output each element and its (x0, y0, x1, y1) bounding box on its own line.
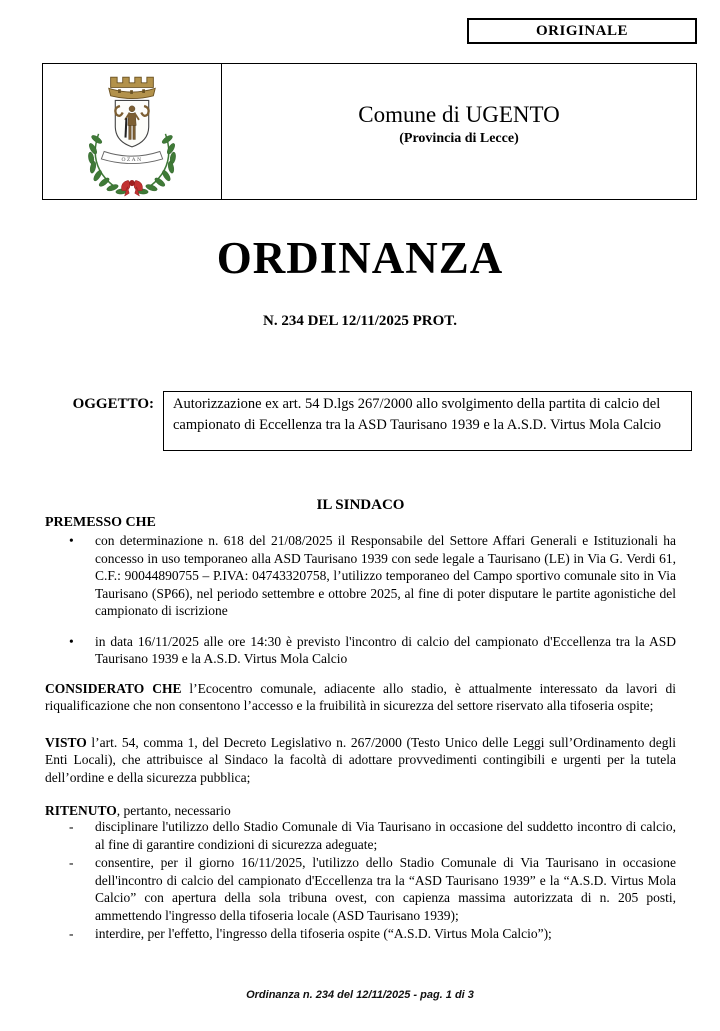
list-item-text: in data 16/11/2025 alle ore 14:30 è previsto l'incontro di calcio del campionato d'Eccellenza tra la ASD Taurisano 1939 e la A.S.D. Virtus Mola Calcio (95, 633, 676, 666)
list-item (45, 854, 676, 924)
considerato-text: l’Ecocentro comunale, adiacente allo stadio, è attualmente interessato da lavori di riqualificazione che non consentono l’accesso e la fruibilità in sicurezza del settore riservato alla tifoseria ospite; (45, 680, 676, 713)
ritenuto-dash-list (45, 818, 676, 943)
dash-marker: - (69, 926, 74, 941)
page-footer: Ordinanza n. 234 del 12/11/2025 - pag. 1 di 3 (246, 989, 474, 1001)
oggetto-label: OGGETTO: (72, 396, 154, 412)
list-item (45, 532, 676, 620)
list-item-text: disciplinare l'utilizzo dello Stadio Comunale di Via Taurisano in occasione del suddetto incontro di calcio, al fine di garantire condizioni di sicurezza adeguate; (95, 819, 676, 852)
list-item-text: con determinazione n. 618 del 21/08/2025 il Responsabile del Settore Affari Generali e Istituzionali ha concesso in uso temporaneo alla ASD Taurisano 1939 con sede legale a Taurisano (LE) in Via G. Verdi 61, C.F.: 90044890755 – P.IVA: 04743320758, l’utilizzo temporaneo del Campo sportivo comunale sito in Via Taurisano (SP66), nel periodo settembre e ottobre 2025, al fine di poter disputare le partite agonistiche del campionato di iscrizione (95, 533, 676, 618)
ritenuto-text: , pertanto, necessario (116, 802, 231, 818)
ritenuto-paragraph (45, 802, 676, 820)
visto-text: l’art. 54, comma 1, del Decreto Legislativo n. 267/2000 (Testo Unico delle Leggi sull’Ordinamento degli Enti Locali), che attribuisce al Sindaco la facoltà di adottare provvedimenti contingibili e urgenti per la tutela dell’ordine e della sicurezza pubblica; (45, 734, 676, 785)
considerato-lead: CONSIDERATO CHE (45, 680, 182, 696)
originale-label: ORIGINALE (535, 22, 629, 39)
list-item (45, 818, 676, 853)
bullet-marker: • (69, 533, 74, 548)
municipality-name: Comune di UGENTO (358, 102, 560, 127)
list-item-text: interdire, per l'effetto, l'ingresso della tifoseria ospite (“A.S.D. Virtus Mola Calcio”); (95, 926, 552, 941)
list-item (45, 633, 676, 668)
dash-marker: - (69, 855, 74, 870)
premesso-bullet-list (45, 532, 676, 668)
emblem-scroll-text: OZAN (121, 156, 143, 163)
role-heading: IL SINDACO (316, 497, 405, 513)
document-title: ORDINANZA (216, 233, 504, 283)
visto-lead: VISTO (45, 734, 87, 750)
list-item-text: consentire, per il giorno 16/11/2025, l'utilizzo dello Stadio Comunale di Via Taurisano in occasione dell'incontro di calcio del campionato d'Eccellenza tra la “ASD Taurisano 1939” e la “A.S.D. Virtus Mola Calcio” con apertura della sola tribuna ovest, con capienza massima autorizzata di n. 205 posti, ammettendo l'ingresso della tifoseria locale (ASD Taurisano 1939); (95, 855, 676, 923)
list-item (45, 925, 676, 943)
ritenuto-lead: RITENUTO (45, 802, 117, 818)
bullet-marker: • (69, 633, 74, 649)
document-number: N. 234 DEL 12/11/2025 PROT. (263, 313, 457, 329)
considerato-paragraph (45, 680, 676, 715)
letterhead-text (222, 64, 696, 199)
emblem-cell (43, 64, 222, 199)
letterhead (42, 63, 697, 200)
originale-stamp (467, 18, 697, 44)
ugento-coat-of-arms-icon (73, 67, 191, 197)
oggetto-box: Autorizzazione ex art. 54 D.lgs 267/2000 allo svolgimento della partita di calcio del campionato di Eccellenza tra la ASD Taurisano 1939 e la A.S.D. Virtus Mola Calcio (163, 391, 692, 451)
province-name: (Provincia di Lecce) (399, 131, 519, 146)
dash-marker: - (69, 819, 74, 834)
visto-paragraph (45, 734, 676, 787)
premesso-heading: PREMESSO CHE (45, 515, 156, 530)
